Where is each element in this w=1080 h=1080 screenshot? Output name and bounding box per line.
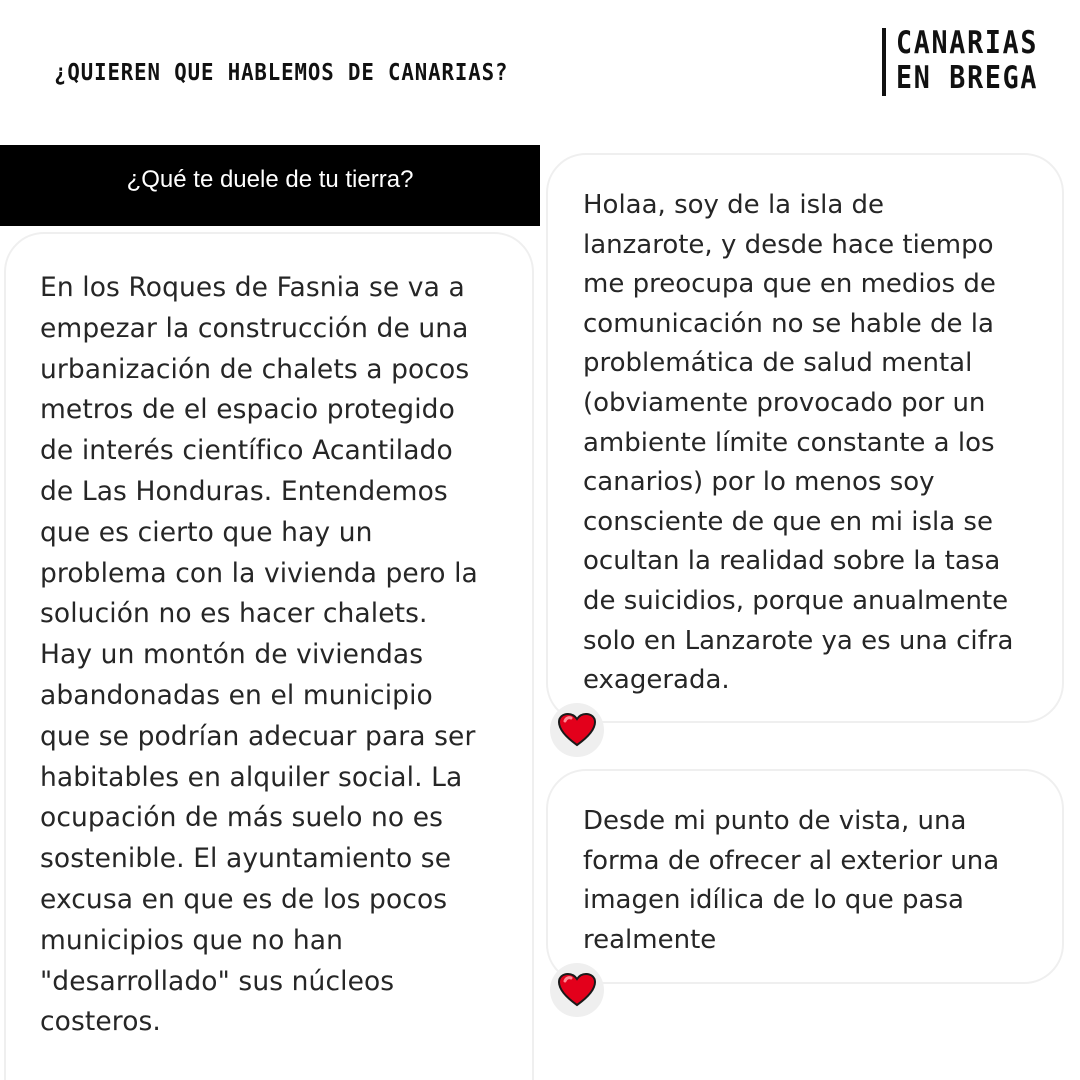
- response-card-1: [4, 232, 534, 1080]
- brand-logo: [882, 26, 1042, 98]
- logo-line-1: CANARIAS: [896, 25, 1039, 61]
- heart-reaction-1[interactable]: [550, 703, 604, 757]
- question-banner: [0, 145, 540, 226]
- response-card-2: [546, 153, 1064, 723]
- response-card-3: [546, 769, 1064, 984]
- heart-icon: [558, 973, 596, 1007]
- logo-bar: [882, 28, 886, 96]
- heart-reaction-2[interactable]: [550, 963, 604, 1017]
- response-text-3: Desde mi punto de vista, una forma de ofrecer al exterior una imagen idílica de lo que pasa realmente: [583, 806, 1000, 955]
- response-text-1: En los Roques de Fasnia se va a empezar la construcción de una urbanización de chalets a pocos metros de el espacio protegido de interés científico Acantilado de Las Honduras. Entendemos que es cierto que hay un problema con la vivienda pero la solución no es hacer chalets. Hay un montón de viviendas abandonadas en el municipio que se podrían adecuar para ser habitables en alquiler social. La ocupación de más suelo no es sostenible. El ayuntamiento se excusa en que es de los pocos municipios que no han "desarrollado" sus núcleos costeros.: [40, 272, 478, 1038]
- response-text-2: Holaa, soy de la isla de lanzarote, y desde hace tiempo me preocupa que en medios de comunicación no se hable de la problemática de salud mental (obviamente provocado por un ambiente límite constante a los canarios) por lo menos soy consciente de que en mi isla se ocultan la realidad sobre la tasa de suicidios, porque anualmente solo en Lanzarote ya es una cifra exagerada.: [583, 190, 1014, 696]
- logo-line-2: EN BREGA: [896, 60, 1039, 96]
- question-text: ¿Qué te duele de tu tierra?: [126, 166, 414, 193]
- headline: ¿QUIEREN QUE HABLEMOS DE CANARIAS?: [54, 60, 509, 86]
- heart-icon: [558, 713, 596, 747]
